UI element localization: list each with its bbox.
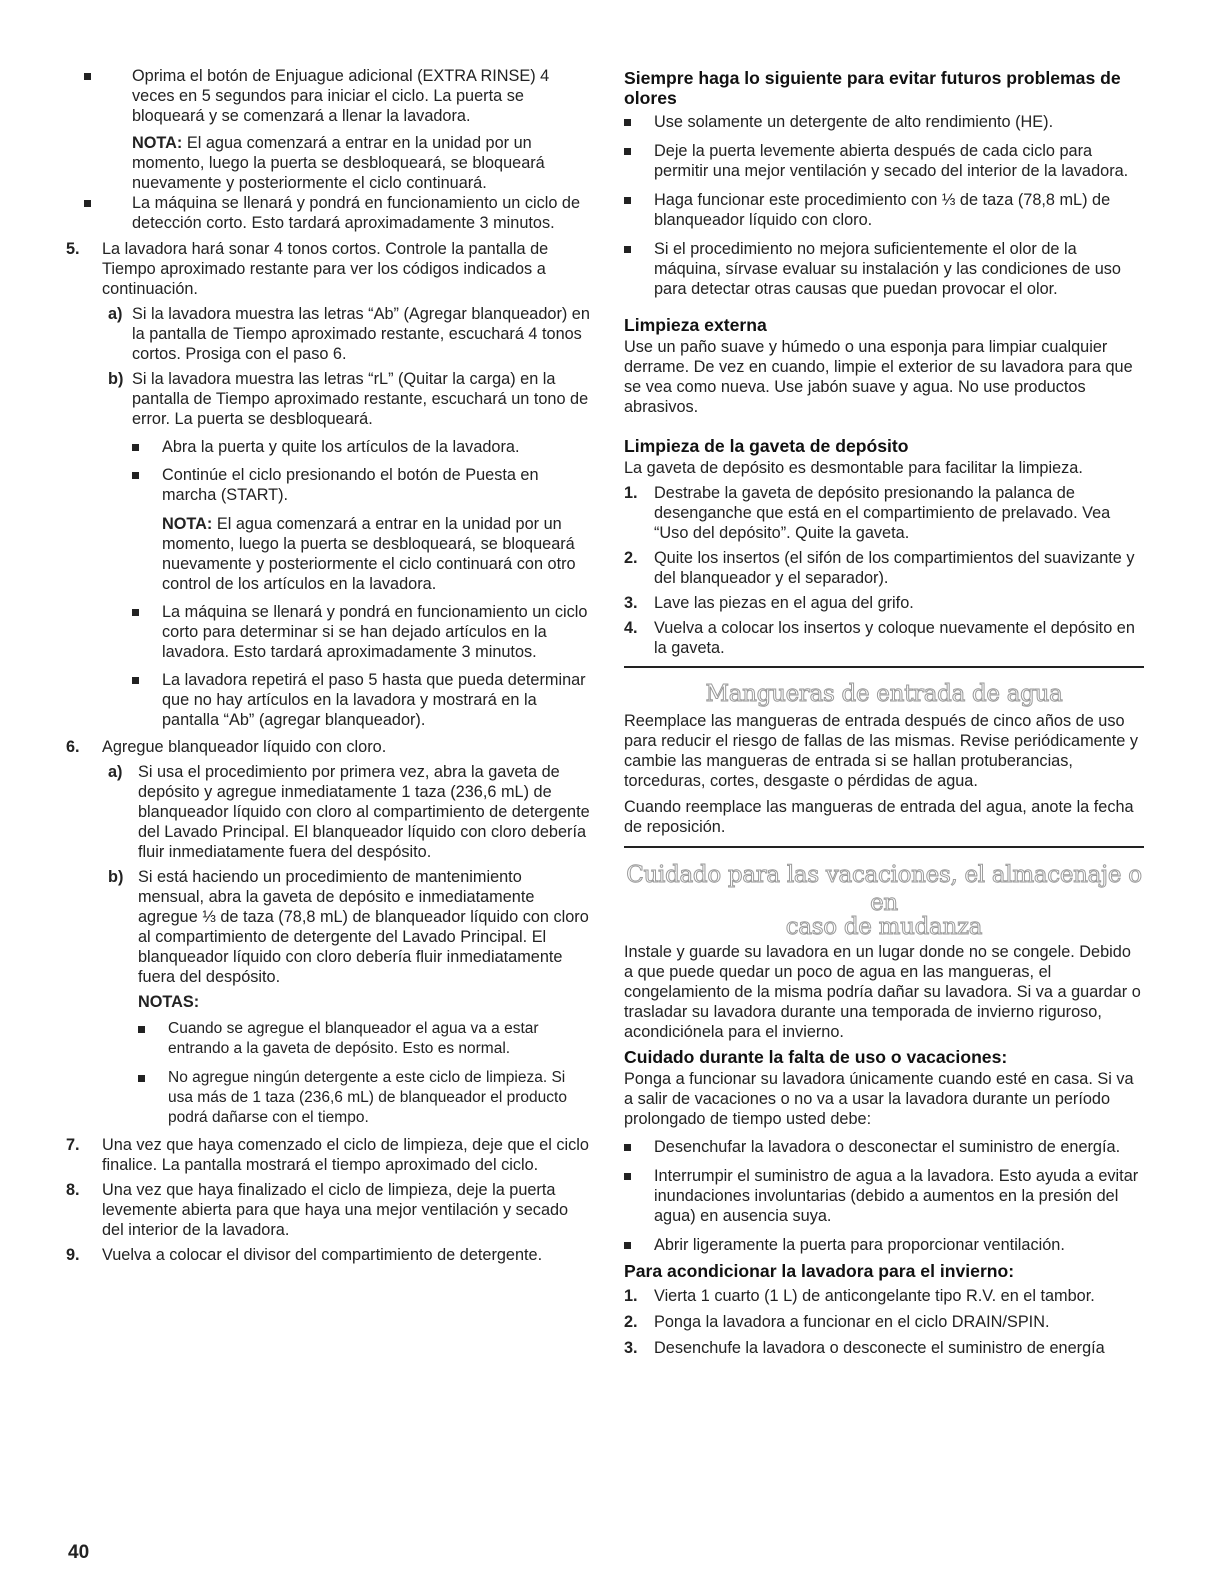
page-number: 40 bbox=[68, 1542, 90, 1563]
bullet-square bbox=[624, 246, 631, 253]
bullet-text: Abra la puerta y quite los artículos de la lavadora. bbox=[162, 438, 520, 456]
note-text: El agua comenzará a entrar en la unidad por un momento, luego la puerta se desbloqueará, se bloqueará nuevamente y posteriormente el ciclo continuará. bbox=[132, 134, 545, 192]
odor-bullet-4 bbox=[654, 239, 1144, 299]
step-number: 3. bbox=[624, 1339, 638, 1357]
step-text: Vuelva a colocar el divisor del compartimiento de detergente. bbox=[102, 1246, 543, 1264]
bullet-square bbox=[624, 197, 631, 204]
bullet-square bbox=[624, 148, 631, 155]
winter-step bbox=[624, 1286, 1144, 1306]
bullet-text: Deje la puerta levemente abierta después de cada ciclo para permitir una mejor ventilación y secado del interior de la lavadora. bbox=[654, 142, 1129, 180]
bullet-text: La máquina se llenará y pondrá en funcionamiento un ciclo corto para determinar si se han dejado artículos en la lavadora. Esto tardará aproximadamente 3 minutos. bbox=[162, 603, 588, 661]
bullet-repeat-step bbox=[162, 670, 592, 730]
vacation-section-title-line-1: Cuidado para las vacaciones, el almacenaje o en bbox=[626, 862, 1142, 916]
external-cleaning-text: Use un paño suave y húmedo o una esponja para limpiar cualquier derrame. De vez en cuando, limpie el exterior de su lavadora para que se vea como nueva. Use jabón suave y agua. No use productos abrasivos. bbox=[624, 338, 1133, 416]
substep-text: Si usa el procedimiento por primera vez, abra la gaveta de depósito y agregue inmediatamente 1 taza (236,6 mL) de blanqueador líquido con cloro al compartimiento de detergente del Lavado Principal. El blanqueador líquido con cloro debería fluir inmediatamente fuera del despósito. bbox=[138, 763, 590, 861]
step-8 bbox=[66, 1180, 592, 1240]
bullet-text: Desenchufar la lavadora o desconectar el suministro de energía. bbox=[654, 1138, 1121, 1156]
vacation-section-title-line-2: caso de mudanza bbox=[785, 914, 983, 940]
step-text: Quite los insertos (el sifón de los compartimientos del suavizante y del blanqueador y el separador). bbox=[654, 549, 1135, 587]
hoses-paragraph-1: Reemplace las mangueras de entrada después de cinco años de uso para reducir el riesgo de fallas de las mismas. Revise periódicamente y cambie las mangueras de entrada si se hallan protuberancias, torceduras, cortes, desgaste o pérdidas de agua. bbox=[624, 712, 1138, 790]
step-text: La lavadora hará sonar 4 tonos cortos. Controle la pantalla de Tiempo aproximado restante para ver los códigos indicados a continuación. bbox=[102, 240, 549, 298]
step-text: Destrabe la gaveta de depósito presionando la palanca de desenganche que está en el compartimiento de prelavado. Vea “Uso del depósito”. Quite la gaveta. bbox=[654, 484, 1111, 542]
step-text: Desenchufe la lavadora o desconecte el suministro de energía bbox=[654, 1339, 1105, 1357]
non-use-text: Ponga a funcionar su lavadora únicamente cuando esté en casa. Si va a salir de vacaciones o no va a usar la lavadora durante un período prolongado de tiempo usted debe: bbox=[624, 1070, 1134, 1128]
bullet-square bbox=[624, 1144, 631, 1151]
drawer-step bbox=[624, 618, 1144, 658]
section-divider bbox=[624, 846, 1144, 848]
bullet-text: Cuando se agregue el blanqueador el agua va a estar entrando a la gaveta de depósito. Esto es normal. bbox=[168, 1020, 539, 1057]
bullet-square bbox=[138, 1026, 145, 1033]
step-text: Una vez que haya comenzado el ciclo de limpieza, deje que el ciclo finalice. La pantalla mostrará el tiempo aproximado del ciclo. bbox=[102, 1136, 589, 1174]
bullet-square bbox=[84, 73, 91, 80]
step-text: Vierta 1 cuarto (1 L) de anticongelante tipo R.V. en el tambor. bbox=[654, 1287, 1095, 1305]
substep-label: a) bbox=[108, 305, 123, 323]
step-5 bbox=[66, 239, 592, 299]
substep-label: a) bbox=[108, 763, 123, 781]
bullet-extra-rinse bbox=[132, 66, 592, 126]
odor-bullet-2 bbox=[654, 141, 1144, 181]
step-number: 8. bbox=[66, 1181, 80, 1199]
substep-text: Si la lavadora muestra las letras “Ab” (Agregar blanqueador) en la pantalla de Tiempo aproximado restante, escuchará 4 tonos cortos. Prosiga con el paso 6. bbox=[132, 305, 590, 363]
step-number: 3. bbox=[624, 594, 638, 612]
section-divider bbox=[624, 666, 1144, 668]
winter-step bbox=[624, 1312, 1144, 1332]
non-use-heading: Cuidado durante la falta de uso o vacaciones: bbox=[624, 1047, 1008, 1067]
note-label: NOTA: bbox=[132, 134, 183, 152]
step-5a bbox=[108, 304, 592, 364]
notes-label: NOTAS: bbox=[138, 993, 200, 1011]
drawer-cleaning-heading: Limpieza de la gaveta de depósito bbox=[624, 436, 909, 456]
step-number: 4. bbox=[624, 619, 638, 637]
odor-bullet-1 bbox=[654, 112, 1144, 132]
hoses-paragraph-2: Cuando reemplace las mangueras de entrada del agua, anote la fecha de reposición. bbox=[624, 798, 1134, 836]
bullet-text: Oprima el botón de Enjuague adicional (EXTRA RINSE) 4 veces en 5 segundos para iniciar el ciclo. La puerta se bloqueará y se comenzará a llenar la lavadora. bbox=[132, 67, 550, 125]
step-5b bbox=[108, 369, 592, 429]
step-text: Una vez que haya finalizado el ciclo de limpieza, deje la puerta levemente abierta para que haya una mejor ventilación y secado del interior de la lavadora. bbox=[102, 1181, 569, 1239]
bullet-text: Abrir ligeramente la puerta para proporcionar ventilación. bbox=[654, 1236, 1065, 1254]
bullet-square bbox=[132, 444, 139, 451]
bullet-square bbox=[132, 677, 139, 684]
bullet-square bbox=[624, 1173, 631, 1180]
notes-heading bbox=[138, 992, 592, 1012]
step-number: 9. bbox=[66, 1246, 80, 1264]
left-column bbox=[66, 66, 592, 1265]
bullet-square bbox=[132, 472, 139, 479]
external-cleaning-heading: Limpieza externa bbox=[624, 315, 767, 335]
step-text: Lave las piezas en el agua del grifo. bbox=[654, 594, 914, 612]
notes-bullet-2 bbox=[168, 1068, 592, 1128]
step-6b bbox=[108, 867, 592, 987]
bullet-text: La lavadora repetirá el paso 5 hasta que pueda determinar que no hay artículos en la lavadora y mostrará en la pantalla “Ab” (agregar blanqueador). bbox=[162, 671, 586, 729]
right-column bbox=[624, 66, 1144, 1358]
substep-text: Si la lavadora muestra las letras “rL” (Quitar la carga) en la pantalla de Tiempo aproximado restante, escuchará un tono de error. La puerta se desbloqueará. bbox=[132, 370, 589, 428]
step-number: 1. bbox=[624, 1287, 638, 1305]
note-continue-cycle bbox=[162, 514, 592, 594]
bullet-text: Si el procedimiento no mejora suficientemente el olor de la máquina, sírvase evaluar su instalación y las condiciones de uso para detectar otras causas que puedan provocar el olor. bbox=[654, 240, 1121, 298]
drawer-step bbox=[624, 483, 1144, 543]
non-use-bullet-3 bbox=[654, 1235, 1144, 1255]
bullet-text: La máquina se llenará y pondrá en funcionamiento un ciclo de detección corto. Esto tardará aproximadamente 3 minutos. bbox=[132, 194, 581, 232]
bullet-detection-cycle bbox=[132, 193, 592, 233]
winter-heading: Para acondicionar la lavadora para el invierno: bbox=[624, 1261, 1015, 1281]
bullet-short-cycle bbox=[162, 602, 592, 662]
substep-label: b) bbox=[108, 868, 124, 886]
odor-heading: Siempre haga lo siguiente para evitar futuros problemas de olores bbox=[624, 68, 1121, 108]
note-label: NOTA: bbox=[162, 515, 213, 533]
step-6a bbox=[108, 762, 592, 862]
substep-label: b) bbox=[108, 370, 124, 388]
substep-text: Si está haciendo un procedimiento de mantenimiento mensual, abra la gaveta de depósito e inmediatamente agregue ⅓ de taza (78,8 mL) de blanqueador líquido con cloro al compartimiento de detergente del Lavado Principal. El blanqueador líquido con cloro debería fluir inmediatamente fuera del despósito. bbox=[138, 868, 589, 986]
bullet-square bbox=[138, 1075, 145, 1082]
hoses-section-title: Mangueras de entrada de agua bbox=[705, 681, 1063, 707]
step-text: Vuelva a colocar los insertos y coloque nuevamente el depósito en la gaveta. bbox=[654, 619, 1135, 657]
drawer-step bbox=[624, 593, 1144, 613]
bullet-text: Use solamente un detergente de alto rendimiento (HE). bbox=[654, 113, 1054, 131]
bullet-text: Continúe el ciclo presionando el botón de Puesta en marcha (START). bbox=[162, 466, 539, 504]
bullet-square bbox=[132, 609, 139, 616]
step-text: Agregue blanqueador líquido con cloro. bbox=[102, 738, 387, 756]
step-6 bbox=[66, 737, 592, 757]
step-number: 6. bbox=[66, 738, 80, 756]
step-number: 2. bbox=[624, 549, 638, 567]
bullet-open-door bbox=[162, 437, 592, 457]
vacation-paragraph: Instale y guarde su lavadora en un lugar donde no se congele. Debido a que puede quedar un poco de agua en las mangueras, el congelamiento de la misma podría dañar su lavadora. Si va a guardar o trasladar su lavadora durante una temporada de invierno riguroso, acondiciónela para el invierno. bbox=[624, 943, 1141, 1041]
note-extra-rinse bbox=[132, 133, 592, 193]
bullet-square bbox=[624, 1242, 631, 1249]
non-use-bullet-1 bbox=[654, 1137, 1144, 1157]
non-use-bullet-2 bbox=[654, 1166, 1144, 1226]
winter-step bbox=[624, 1338, 1144, 1358]
step-number: 7. bbox=[66, 1136, 80, 1154]
bullet-square bbox=[624, 119, 631, 126]
note-text: El agua comenzará a entrar en la unidad por un momento, luego la puerta se desbloqueará, se bloqueará nuevamente y posteriormente el ciclo continuará con otro control de los artículos en la lavadora. bbox=[162, 515, 576, 593]
drawer-step bbox=[624, 548, 1144, 588]
bullet-text: No agregue ningún detergente a este ciclo de limpieza. Si usa más de 1 taza (236,6 mL) de blanqueador el producto podrá dañarse con el tiempo. bbox=[168, 1069, 567, 1126]
bullet-text: Interrumpir el suministro de agua a la lavadora. Esto ayuda a evitar inundaciones involuntarias (debido a aumentos en la presión del agua) en ausencia suya. bbox=[654, 1167, 1139, 1225]
bullet-text: Haga funcionar este procedimiento con ⅓ de taza (78,8 mL) de blanqueador líquido con cloro. bbox=[654, 191, 1111, 229]
drawer-cleaning-text: La gaveta de depósito es desmontable para facilitar la limpieza. bbox=[624, 459, 1083, 477]
bullet-continue-cycle bbox=[162, 465, 592, 505]
step-number: 2. bbox=[624, 1313, 638, 1331]
step-9 bbox=[66, 1245, 592, 1265]
step-7 bbox=[66, 1135, 592, 1175]
odor-bullet-3 bbox=[654, 190, 1144, 230]
bullet-square bbox=[84, 200, 91, 207]
notes-bullet-1 bbox=[168, 1019, 592, 1059]
step-number: 5. bbox=[66, 240, 80, 258]
step-number: 1. bbox=[624, 484, 638, 502]
step-text: Ponga la lavadora a funcionar en el ciclo DRAIN/SPIN. bbox=[654, 1313, 1050, 1331]
